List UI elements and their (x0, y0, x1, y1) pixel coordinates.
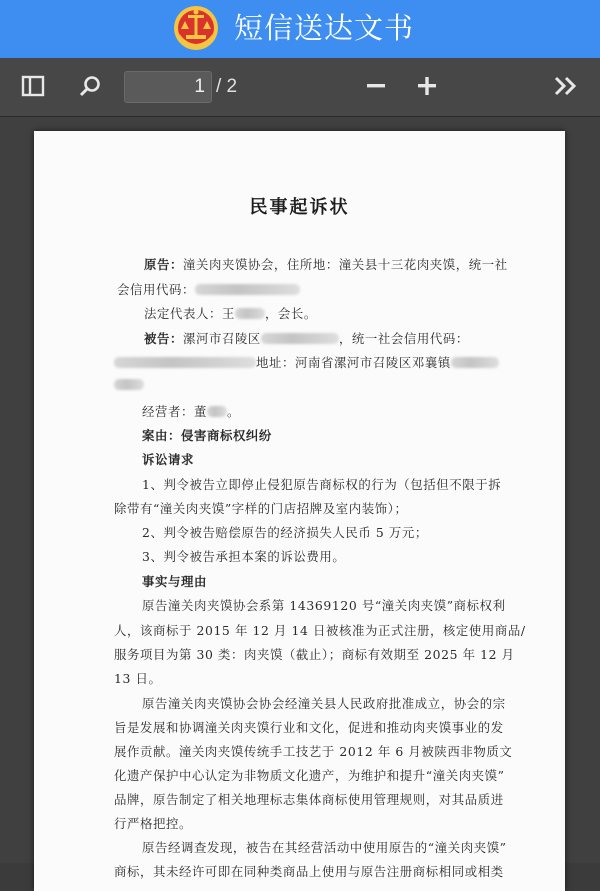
redacted-text (195, 284, 300, 295)
paragraph-3-line: 原告经调查发现，被告在其经营活动中使用原告的“潼关肉夹馍” (142, 840, 507, 855)
app-title: 短信送达文书 (234, 11, 415, 45)
double-chevron-right-icon (553, 75, 579, 97)
cause-line: 案由：侵害商标权纠纷 (142, 428, 272, 443)
document-title: 民事起诉状 (249, 197, 350, 218)
more-tools-button[interactable] (546, 66, 586, 106)
paragraph-1-line: 13 日。 (114, 671, 162, 686)
zoom-in-button[interactable] (407, 66, 447, 106)
paragraph-2-line: 化遗产保护中心认定为非物质文化遗产，为维护和提升“潼关肉夹馍” (114, 768, 505, 783)
paragraph-1-line: 服务项目为第 30 类：肉夹馍（截止）；商标有效期至 2025 年 12 月 (114, 647, 515, 662)
minus-icon (365, 75, 387, 97)
court-emblem-icon (171, 3, 221, 53)
search-icon (78, 74, 102, 98)
paragraph-2-line: 展作贡献。潼关肉夹馍传统手工技艺于 2012 年 6 月被陕西非物质文 (114, 744, 513, 759)
plaintiff-code-line: 会信用代码： (117, 280, 300, 298)
claims-heading: 诉讼请求 (142, 452, 194, 467)
pdf-toolbar (0, 58, 600, 117)
redacted-text (207, 406, 227, 417)
redacted-text (114, 357, 256, 368)
page-total: / 2 (216, 76, 238, 97)
paragraph-2-line: 旨是发展和协调潼关肉夹馍行业和文化，促进和推动肉夹馍事业的发 (114, 720, 504, 735)
page-number-input[interactable]: 1 (124, 71, 212, 103)
facts-heading: 事实与理由 (142, 574, 207, 589)
defendant-line: 被告：漯河市召陵区 ，统一社会信用代码： (144, 331, 469, 346)
redacted-text (261, 333, 339, 344)
redacted-text (114, 379, 144, 390)
representative-line: 法定代表人：王 ，会长。 (144, 306, 317, 321)
address-line: 地址：河南省漯河市召陵区邓襄镇 (114, 353, 499, 371)
sidebar-toggle-button[interactable] (13, 66, 53, 106)
zoom-out-button[interactable] (356, 66, 396, 106)
claim-2: 2、判令被告赔偿原告的经济损失人民币 5 万元； (142, 525, 428, 540)
document-viewer[interactable] (0, 117, 600, 879)
redacted-text (451, 357, 499, 368)
paragraph-2-line: 原告潼关肉夹馍协会协会经潼关县人民政府批准成立，协会的宗 (142, 696, 506, 711)
pdf-page (34, 131, 565, 891)
plus-icon (416, 75, 438, 97)
plaintiff-line: 原告：潼关肉夹馍协会，住所地：潼关县十三花肉夹馍，统一社 (144, 257, 508, 272)
paragraph-2-line: 行严格把控。 (114, 816, 192, 831)
app-header (0, 0, 600, 58)
paragraph-1-line: 原告潼关肉夹馍协会系第 14369120 号“潼关肉夹馍”商标权利 (142, 598, 506, 613)
claim-1b: 除带有“潼关肉夹馍”字样的门店招牌及室内装饰）； (114, 501, 408, 516)
search-button[interactable] (70, 66, 110, 106)
paragraph-2-line: 品牌，原告制定了相关地理标志集体商标使用管理规则，对其品质进 (114, 792, 504, 807)
sidebar-toggle-icon (21, 74, 45, 98)
paragraph-1-line: 人，该商标于 2015 年 12 月 14 日被核准为正式注册，核定使用商品/ (114, 623, 526, 638)
paragraph-3-line: 商标，其未经许可即在同种类商品上使用与原告注册商标相同或相类 (114, 864, 504, 879)
address-line-2 (114, 377, 144, 392)
claim-3: 3、判令被告承担本案的诉讼费用。 (142, 549, 346, 564)
redacted-text (235, 308, 265, 319)
operator-line: 经营者：董 。 (142, 404, 240, 419)
claim-1a: 1、判令被告立即停止侵犯原告商标权的行为（包括但不限于拆 (142, 477, 502, 492)
